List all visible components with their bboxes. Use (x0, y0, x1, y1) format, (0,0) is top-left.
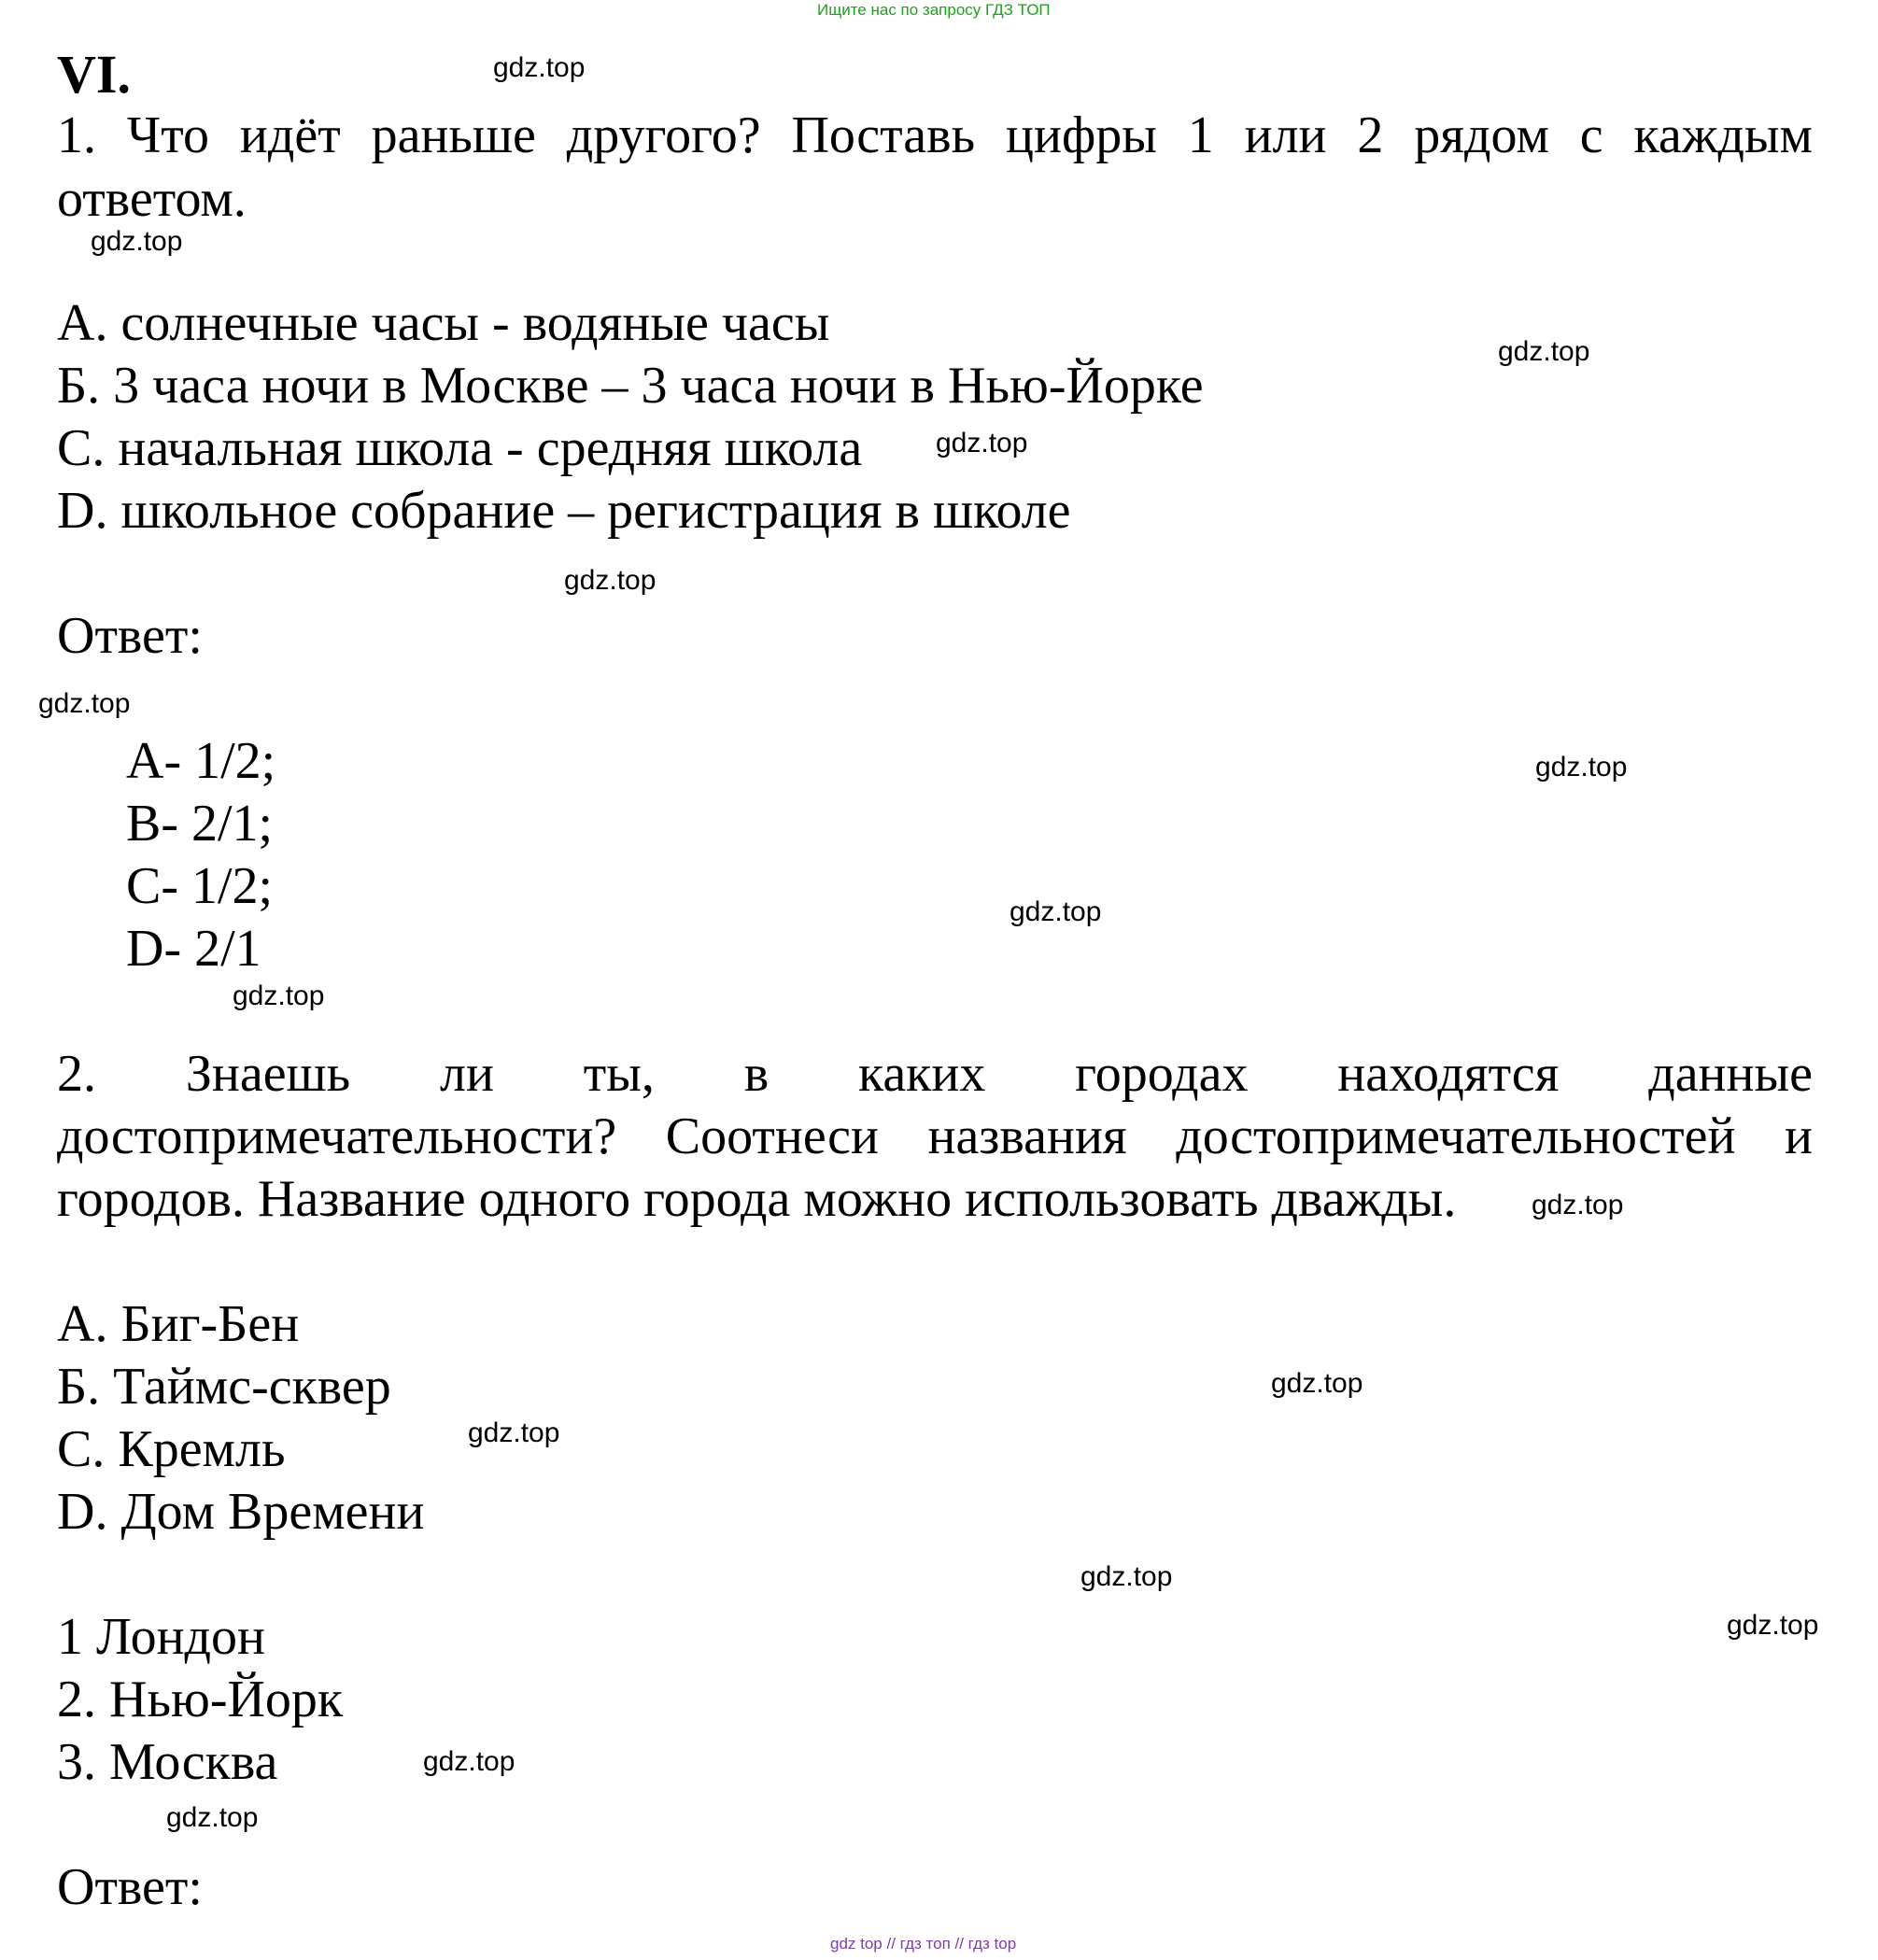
task1-question-line1: 1. Что идёт раньше другого? Поставь цифры 1 или 2 рядом с каждым (57, 106, 1813, 164)
task2-word: ли (440, 1045, 494, 1103)
watermark: gdz.top (1010, 896, 1102, 927)
task2-word: 2. (57, 1045, 96, 1103)
task2-city-3: 3. Москва (57, 1733, 278, 1791)
watermark: gdz.top (1727, 1610, 1819, 1641)
watermark: gdz.top (233, 980, 325, 1011)
task1-question-line2: ответом. (57, 170, 247, 228)
watermark: gdz.top (1532, 1190, 1624, 1220)
task2-word: находятся (1337, 1045, 1560, 1103)
task2-word: каких (857, 1045, 986, 1103)
task2-question-line1 (57, 1043, 1813, 1106)
task2-question-line3: городов. Название одного города можно использовать дважды. (57, 1170, 1457, 1228)
top-banner: Ищите нас по запросу ГДЗ ТОП (817, 1, 1051, 19)
watermark: gdz.top (493, 52, 586, 83)
task1-answer-d: D- 2/1 (126, 920, 261, 978)
task2-question-line2: достопримечательности? Соотнеси названия достопримечательностей и (57, 1107, 1813, 1165)
task2-word: ты, (583, 1045, 655, 1103)
task2-item-d: D. Дом Времени (57, 1483, 425, 1541)
watermark: gdz.top (38, 688, 131, 719)
task2-word: городах (1075, 1045, 1249, 1103)
section-title: VI. (57, 44, 131, 105)
watermark: gdz.top (423, 1746, 515, 1777)
task2-word: в (743, 1045, 770, 1103)
task2-city-1: 1 Лондон (57, 1608, 266, 1666)
bottom-banner: gdz top // гдз топ // гдз top (830, 1935, 1017, 1953)
task2-item-b: Б. Таймс-сквер (57, 1358, 391, 1416)
watermark: gdz.top (1271, 1368, 1363, 1399)
task2-item-c: С. Кремль (57, 1420, 286, 1478)
watermark: gdz.top (1535, 752, 1628, 783)
watermark: gdz.top (936, 428, 1028, 458)
task1-item-c: С. начальная школа - средняя школа (57, 419, 863, 477)
task2-city-2: 2. Нью-Йорк (57, 1671, 344, 1728)
task1-answer-b: B- 2/1; (126, 795, 274, 853)
task1-answer-c: C- 1/2; (126, 857, 274, 915)
task1-answer-label: Ответ: (57, 607, 203, 665)
task2-answer-label: Ответ: (57, 1858, 203, 1916)
task2-word: Знаешь (185, 1045, 351, 1103)
task1-item-d: D. школьное собрание – регистрация в школе (57, 482, 1071, 540)
task2-item-a: А. Биг-Бен (57, 1295, 300, 1353)
watermark: gdz.top (166, 1802, 259, 1833)
watermark: gdz.top (1080, 1561, 1173, 1592)
watermark: gdz.top (91, 226, 183, 257)
task1-item-a: А. солнечные часы - водяные часы (57, 294, 830, 352)
watermark: gdz.top (1498, 336, 1590, 367)
task1-item-b: Б. 3 часа ночи в Москве – 3 часа ночи в Нью-Йорке (57, 357, 1204, 415)
watermark: gdz.top (468, 1417, 560, 1448)
task2-word: данные (1648, 1045, 1813, 1103)
task1-answer-a: A- 1/2; (126, 732, 276, 790)
watermark: gdz.top (564, 565, 657, 596)
